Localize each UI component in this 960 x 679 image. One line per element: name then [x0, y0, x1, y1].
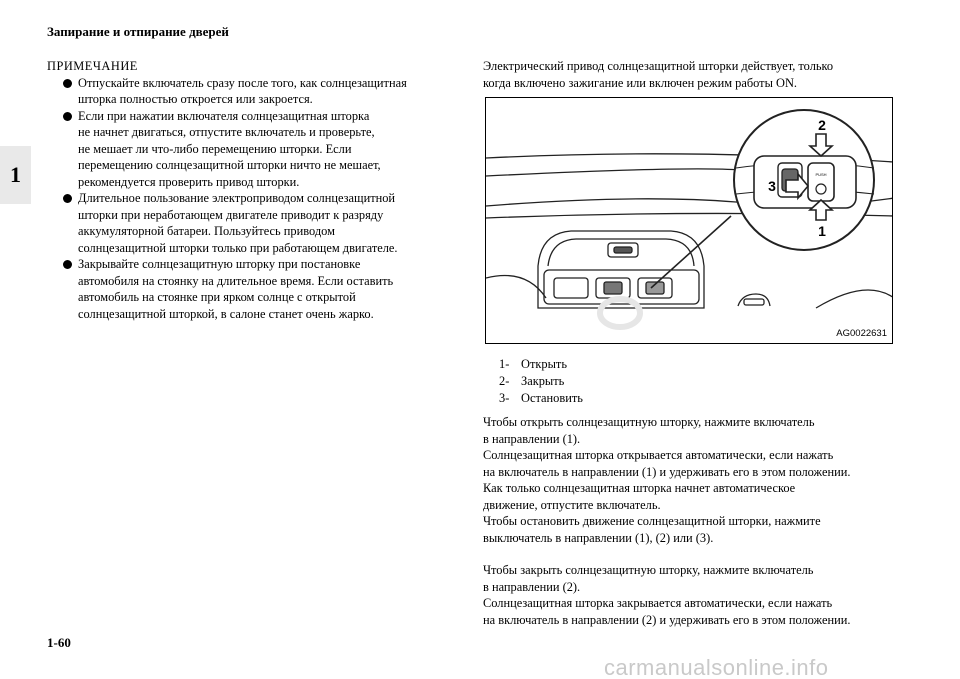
chapter-tab-number: 1: [10, 162, 21, 187]
illustration-drawing: [486, 98, 893, 344]
body-line: Чтобы закрыть солнцезащитную шторку, нажмите включатель: [483, 563, 814, 577]
callout-1: 1: [818, 223, 826, 239]
note-line: рекомендуется проверить привод шторки.: [78, 174, 300, 189]
note-block: [47, 58, 457, 322]
note-line: автомобиля на стоянку на длительное время. Если оставить: [78, 273, 394, 288]
body-line: Солнцезащитная шторка закрывается автоматически, если нажать: [483, 596, 833, 610]
body-line: выключатель в направлении (1), (2) или (3).: [483, 530, 714, 545]
page-number: 1-60: [47, 635, 71, 650]
legend-text: Закрыть: [521, 374, 565, 388]
note-line: автомобиль на стоянке при ярком солнце с открытой: [78, 290, 356, 304]
body-line: Солнцезащитная шторка открывается автоматически, если нажать: [483, 448, 834, 462]
body-line: в направлении (2).: [483, 579, 581, 594]
note-bullet: [47, 108, 457, 191]
paragraph-gap: [483, 546, 913, 562]
body-line: на включатель в направлении (2) и удерживать его в этом положении.: [483, 612, 851, 627]
sunshade-switch-illustration: [485, 97, 893, 344]
body-line: Как только солнцезащитная шторка начнет автоматическое: [483, 481, 796, 495]
note-line: не начнет двигаться, отпустите включатель и проверьте,: [78, 125, 375, 139]
note-line: солнцезащитной шторкой, в салоне станет очень жарко.: [78, 306, 374, 321]
legend-item: [499, 356, 583, 373]
bullet-dot-icon: [63, 79, 72, 88]
watermark-text: carmanualsonline.info: [604, 655, 829, 679]
legend-item: [499, 390, 583, 407]
body-line: в направлении (1).: [483, 431, 581, 446]
note-line: Закрывайте солнцезащитную шторку при постановке: [78, 257, 361, 271]
legend-number: 3-: [499, 391, 510, 405]
body-line: движение, отпустите включатель.: [483, 497, 661, 512]
note-line: Длительное пользование электроприводом солнцезащитной: [78, 191, 396, 205]
legend-number: 1-: [499, 357, 510, 371]
note-bullet: [47, 75, 457, 108]
switch-push-label: PUSH: [815, 172, 827, 177]
note-line: Отпускайте включатель сразу после того, как солнцезащитная: [78, 75, 407, 90]
body-text: [483, 414, 913, 628]
note-line: перемещению солнцезащитной шторки ничто не мешает,: [78, 158, 381, 172]
note-line: аккумуляторной батареи. Пользуйтесь приводом: [78, 224, 335, 238]
note-line: солнцезащитной шторки только при работающем двигателе.: [78, 240, 398, 255]
legend-text: Остановить: [521, 391, 583, 405]
bullet-dot-icon: [63, 194, 72, 203]
legend-list: [499, 356, 583, 407]
note-bullet: [47, 256, 457, 322]
body-line: Чтобы остановить движение солнцезащитной шторки, нажмите: [483, 514, 821, 528]
body-line: на включатель в направлении (1) и удерживать его в этом положении.: [483, 464, 851, 479]
note-title: ПРИМЕЧАНИЕ: [47, 59, 138, 73]
page-header-title: Запирание и отпирание дверей: [47, 24, 229, 39]
note-bullet: [47, 190, 457, 256]
callout-2: 2: [818, 117, 826, 133]
legend-text: Открыть: [521, 357, 567, 371]
note-line: Если при нажатии включателя солнцезащитная шторка: [78, 108, 370, 123]
callout-3: 3: [768, 178, 776, 194]
intro-paragraph: [483, 58, 913, 91]
bullet-dot-icon: [63, 260, 72, 269]
note-line: не мешает ли что-либо перемещению шторки. Если: [78, 141, 352, 156]
body-line: Чтобы открыть солнцезащитную шторку, нажмите включатель: [483, 415, 815, 429]
legend-item: [499, 373, 583, 390]
intro-line: Электрический привод солнцезащитной шторки действует, только: [483, 59, 834, 73]
figure-code: AG0022631: [836, 328, 887, 339]
note-line: шторка полностью откроется или закроется.: [78, 92, 313, 106]
legend-number: 2-: [499, 374, 510, 388]
bullet-dot-icon: [63, 112, 72, 121]
intro-line: когда включено зажигание или включен режим работы ON.: [483, 75, 797, 90]
note-line: шторки при неработающем двигателе приводит к разряду: [78, 207, 384, 222]
